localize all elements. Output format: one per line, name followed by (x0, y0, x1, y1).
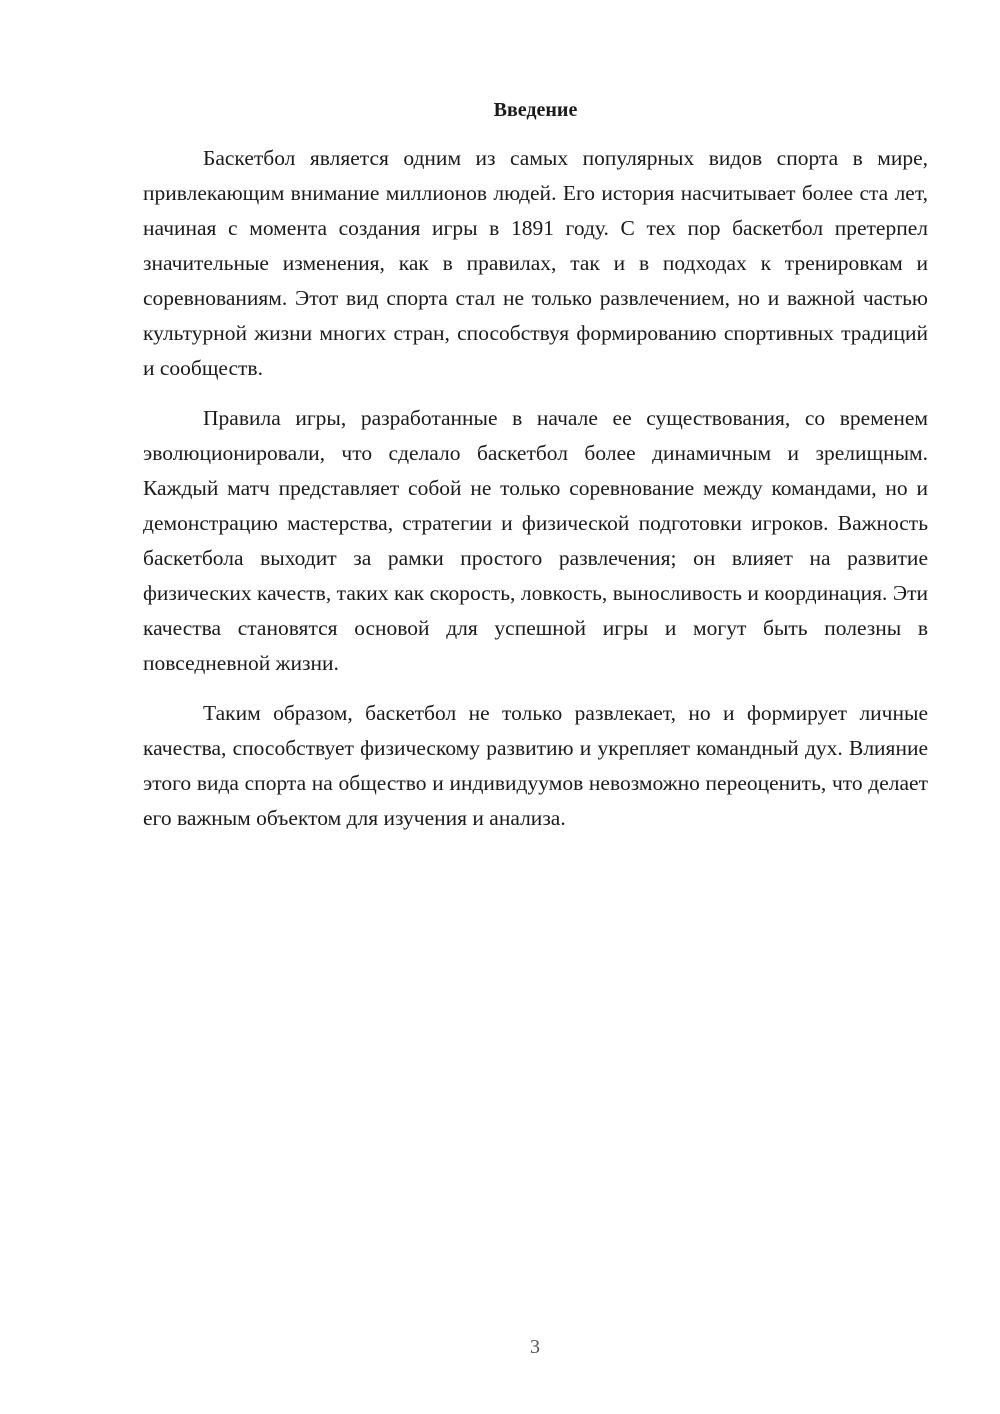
section-title: Введение (493, 99, 578, 121)
page-number: 3 (530, 1336, 540, 1358)
paragraph-1: Баскетбол является одним из самых популярных видов спорта в мире, привлекающим внимание миллионов людей. Его история насчитывает более ста лет, начиная с момента создания игры в 1891 году. С тех пор баскетбол претерпел значительные изменения, как в правилах, так и в подходах к тренировкам и соревнованиям. Этот вид спорта стал не только развлечением, но и важной частью культурной жизни многих стран, способствуя формированию спортивных традиций и сообществ. (143, 146, 928, 380)
paragraph-3: Таким образом, баскетбол не только развлекает, но и формирует личные качества, способствует физическому развитию и укрепляет командный дух. Влияние этого вида спорта на общество и индивидуумов невозможно переоценить, что делает его важным объектом для изучения и анализа. (143, 701, 928, 830)
body-text (143, 141, 928, 851)
paragraph-2: Правила игры, разработанные в начале ее существования, со временем эволюционировали, что сделало баскетбол более динамичным и зрелищным. Каждый матч представляет собой не только соревнование между командами, но и демонстрацию мастерства, стратегии и физической подготовки игроков. Важность баскетбола выходит за рамки простого развлечения; он влияет на развитие физических качеств, таких как скорость, ловкость, выносливость и координация. Эти качества становятся основой для успешной игры и могут быть полезны в повседневной жизни. (143, 406, 928, 675)
